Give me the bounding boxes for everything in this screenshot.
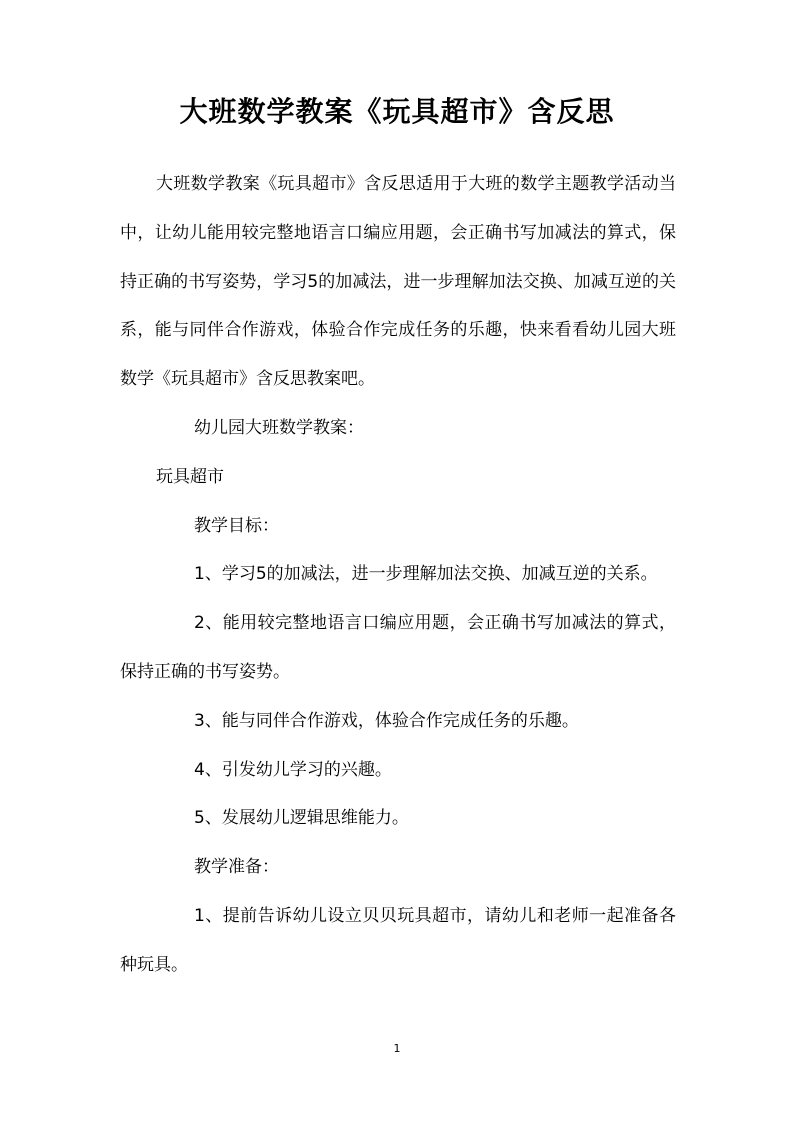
page-number: 1 bbox=[393, 1042, 401, 1055]
section-heading-preparation: 教学准备： bbox=[194, 857, 279, 878]
objective-item: 1、学习5的加减法，进一步理解加法交换、加减互逆的关系。 bbox=[194, 564, 658, 585]
lesson-name: 玩具超市 bbox=[156, 466, 224, 487]
document-title: 大班数学教案《玩具超市》含反思 bbox=[179, 95, 615, 128]
objective-item: 3、能与同伴合作游戏，体验合作完成任务的乐趣。 bbox=[194, 710, 579, 731]
section-heading-objectives: 教学目标： bbox=[194, 515, 279, 536]
preparation-item: 1、提前告诉幼儿设立贝贝玩具超市，请幼儿和老师一起准备各种玩具。 bbox=[120, 905, 676, 975]
objective-item: 2、能用较完整地语言口编应用题，会正确书写加减法的算式，保持正确的书写姿势。 bbox=[120, 613, 676, 682]
objective-item: 4、引发幼儿学习的兴趣。 bbox=[194, 759, 392, 780]
objective-item: 5、发展幼儿逻辑思维能力。 bbox=[194, 808, 409, 829]
section-heading-lesson-plan: 幼儿园大班数学教案： bbox=[194, 417, 364, 438]
intro-paragraph: 大班数学教案《玩具超市》含反思适用于大班的数学主题教学活动当中，让幼儿能用较完整地语言口编应用题，会正确书写加减法的算式，保持正确的书写姿势，学习5的加减法，进一步理解加法交换、加减互逆的关系，能与同伴合作游戏，体验合作完成任务的乐趣，快来看看幼儿园大班数学《玩具超市》含反思教案吧。 bbox=[120, 174, 676, 390]
document-body bbox=[120, 160, 676, 990]
